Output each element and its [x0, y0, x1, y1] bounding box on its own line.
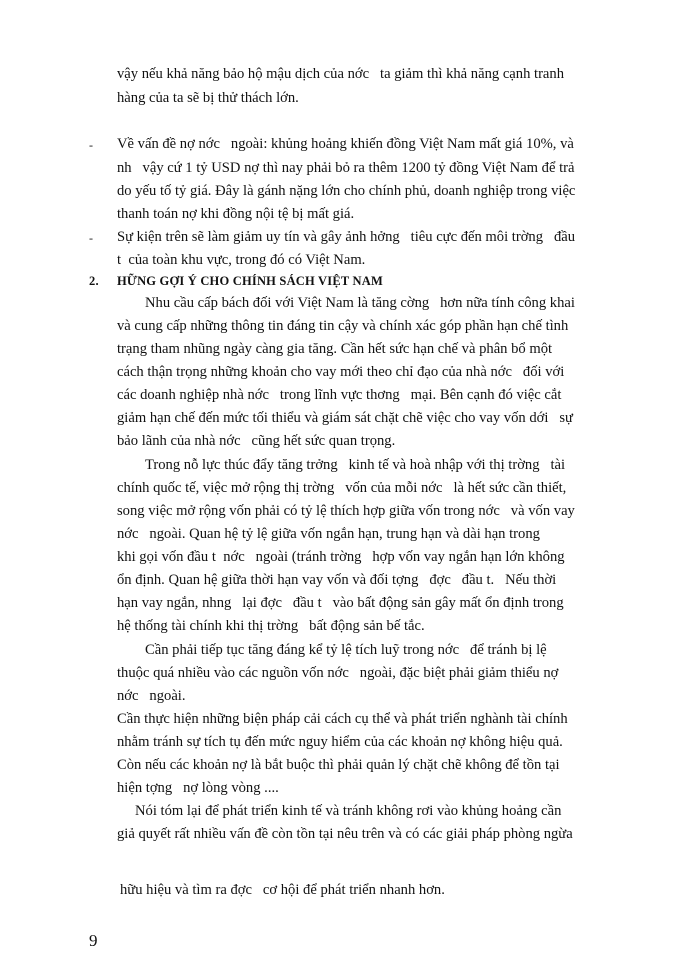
- paragraph-line: Cần phải tiếp tục tăng đáng kể tỷ lệ tích luỹ trong nớc để tránh bị lệ: [145, 642, 547, 658]
- paragraph-line: Nói tóm lại để phát triển kinh tế và tránh không rơi vào khủng hoảng cần: [135, 803, 562, 819]
- bullet-marker: -: [89, 138, 93, 152]
- paragraph-line: nớc ngoài.: [117, 688, 186, 704]
- paragraph-line: các doanh nghiệp nhà nớc trong lĩnh vực thơng mại. Bên cạnh đó việc cắt: [117, 387, 562, 403]
- paragraph-line: giảm hạn chế đến mức tối thiểu và giám sát chặt chẽ việc cho vay vốn dới sự: [117, 410, 573, 426]
- bullet-line: Sự kiện trên sẽ làm giảm uy tín và gây ảnh hởng tiêu cực đến môi trờng đầu: [117, 229, 576, 245]
- paragraph-line: bảo lãnh của nhà nớc cũng hết sức quan trọng.: [117, 433, 396, 449]
- bullet-line: do yếu tố tỷ giá. Đây là gánh nặng lớn cho chính phủ, doanh nghiệp trong việc: [117, 183, 576, 199]
- section-number: 2.: [89, 274, 99, 288]
- paragraph-line: thuộc quá nhiều vào các nguồn vốn nớc ngoài, đặc biệt phải giảm thiểu nợ: [117, 665, 559, 681]
- paragraph-line: hiện tợng nợ lòng vòng ....: [117, 780, 279, 796]
- paragraph-line: nớc ngoài. Quan hệ tỷ lệ giữa vốn ngắn hạn, trung hạn và dài hạn trong: [117, 526, 540, 542]
- paragraph-line: nhằm tránh sự tích tụ đến mức nguy hiểm của các khoản nợ không hiệu quả.: [117, 734, 563, 750]
- paragraph-line: hệ thống tài chính khi thị trờng bất động sản bế tắc.: [117, 618, 425, 634]
- paragraph-line: Nhu cầu cấp bách đối với Việt Nam là tăng cờng hơn nữa tính công khai: [145, 295, 575, 311]
- paragraph-line: Cần thực hiện những biện pháp cải cách cụ thể và phát triển nghành tài chính: [117, 711, 568, 727]
- continuation-line: hữu hiệu và tìm ra đợc cơ hội để phát triển nhanh hơn.: [120, 882, 445, 898]
- intro-line: vậy nếu khả năng bảo hộ mậu dịch của nớc ta giảm thì khả năng cạnh tranh: [117, 66, 565, 82]
- section-title: HỮNG GỢI Ý CHO CHÍNH SÁCH VIỆT NAM: [117, 274, 383, 288]
- paragraph-line: khi gọi vốn đầu t nớc ngoài (tránh trờng hợp vốn vay ngắn hạn lớn không: [117, 549, 565, 565]
- paragraph-line: Trong nỗ lực thúc đẩy tăng trởng kinh tế và hoà nhập với thị trờng tài: [145, 457, 566, 473]
- paragraph-line: song việc mở rộng vốn phải có tỷ lệ thích hợp giữa vốn trong nớc và vốn vay: [117, 503, 575, 519]
- bullet-line: Về vấn đề nợ nớc ngoài: khủng hoảng khiến đồng Việt Nam mất giá 10%, và: [117, 136, 574, 152]
- paragraph-line: và cung cấp những thông tin đáng tin cậy và chính xác góp phần hạn chế tình: [117, 318, 569, 334]
- paragraph-line: Còn nếu các khoản nợ là bắt buộc thì phải quản lý chặt chẽ không để tồn tại: [117, 757, 560, 773]
- paragraph-line: chính quốc tế, việc mở rộng thị trờng vốn của mỗi nớc là hết sức cần thiết,: [117, 480, 567, 496]
- bullet-marker: -: [89, 231, 93, 245]
- page-number: 9: [89, 931, 98, 950]
- bullet-line: thanh toán nợ khi đồng nội tệ bị mất giá.: [117, 206, 355, 222]
- paragraph-line: giả quyết rất nhiều vấn đề còn tồn tại nêu trên và có các giải pháp phòng ngừa: [117, 826, 573, 842]
- bullet-line: t của toàn khu vực, trong đó có Việt Nam.: [117, 252, 366, 268]
- intro-line: hàng của ta sẽ bị thử thách lớn.: [117, 90, 299, 106]
- paragraph-line: ổn định. Quan hệ giữa thời hạn vay vốn và đối tợng đợc đầu t. Nếu thời: [117, 572, 557, 588]
- paragraph-line: cách thận trọng những khoản cho vay mới theo chỉ đạo của nhà nớc đối với: [117, 364, 565, 380]
- paragraph-line: hạn vay ngắn, nhng lại đợc đầu t vào bất động sản gây mất ổn định trong: [117, 595, 564, 611]
- paragraph-line: trạng tham nhũng ngày càng gia tăng. Cần hết sức hạn chế và phân bổ một: [117, 341, 553, 357]
- bullet-line: nh vậy cứ 1 tỷ USD nợ thì nay phải bỏ ra thêm 1200 tỷ đồng Việt Nam để trả: [117, 160, 575, 176]
